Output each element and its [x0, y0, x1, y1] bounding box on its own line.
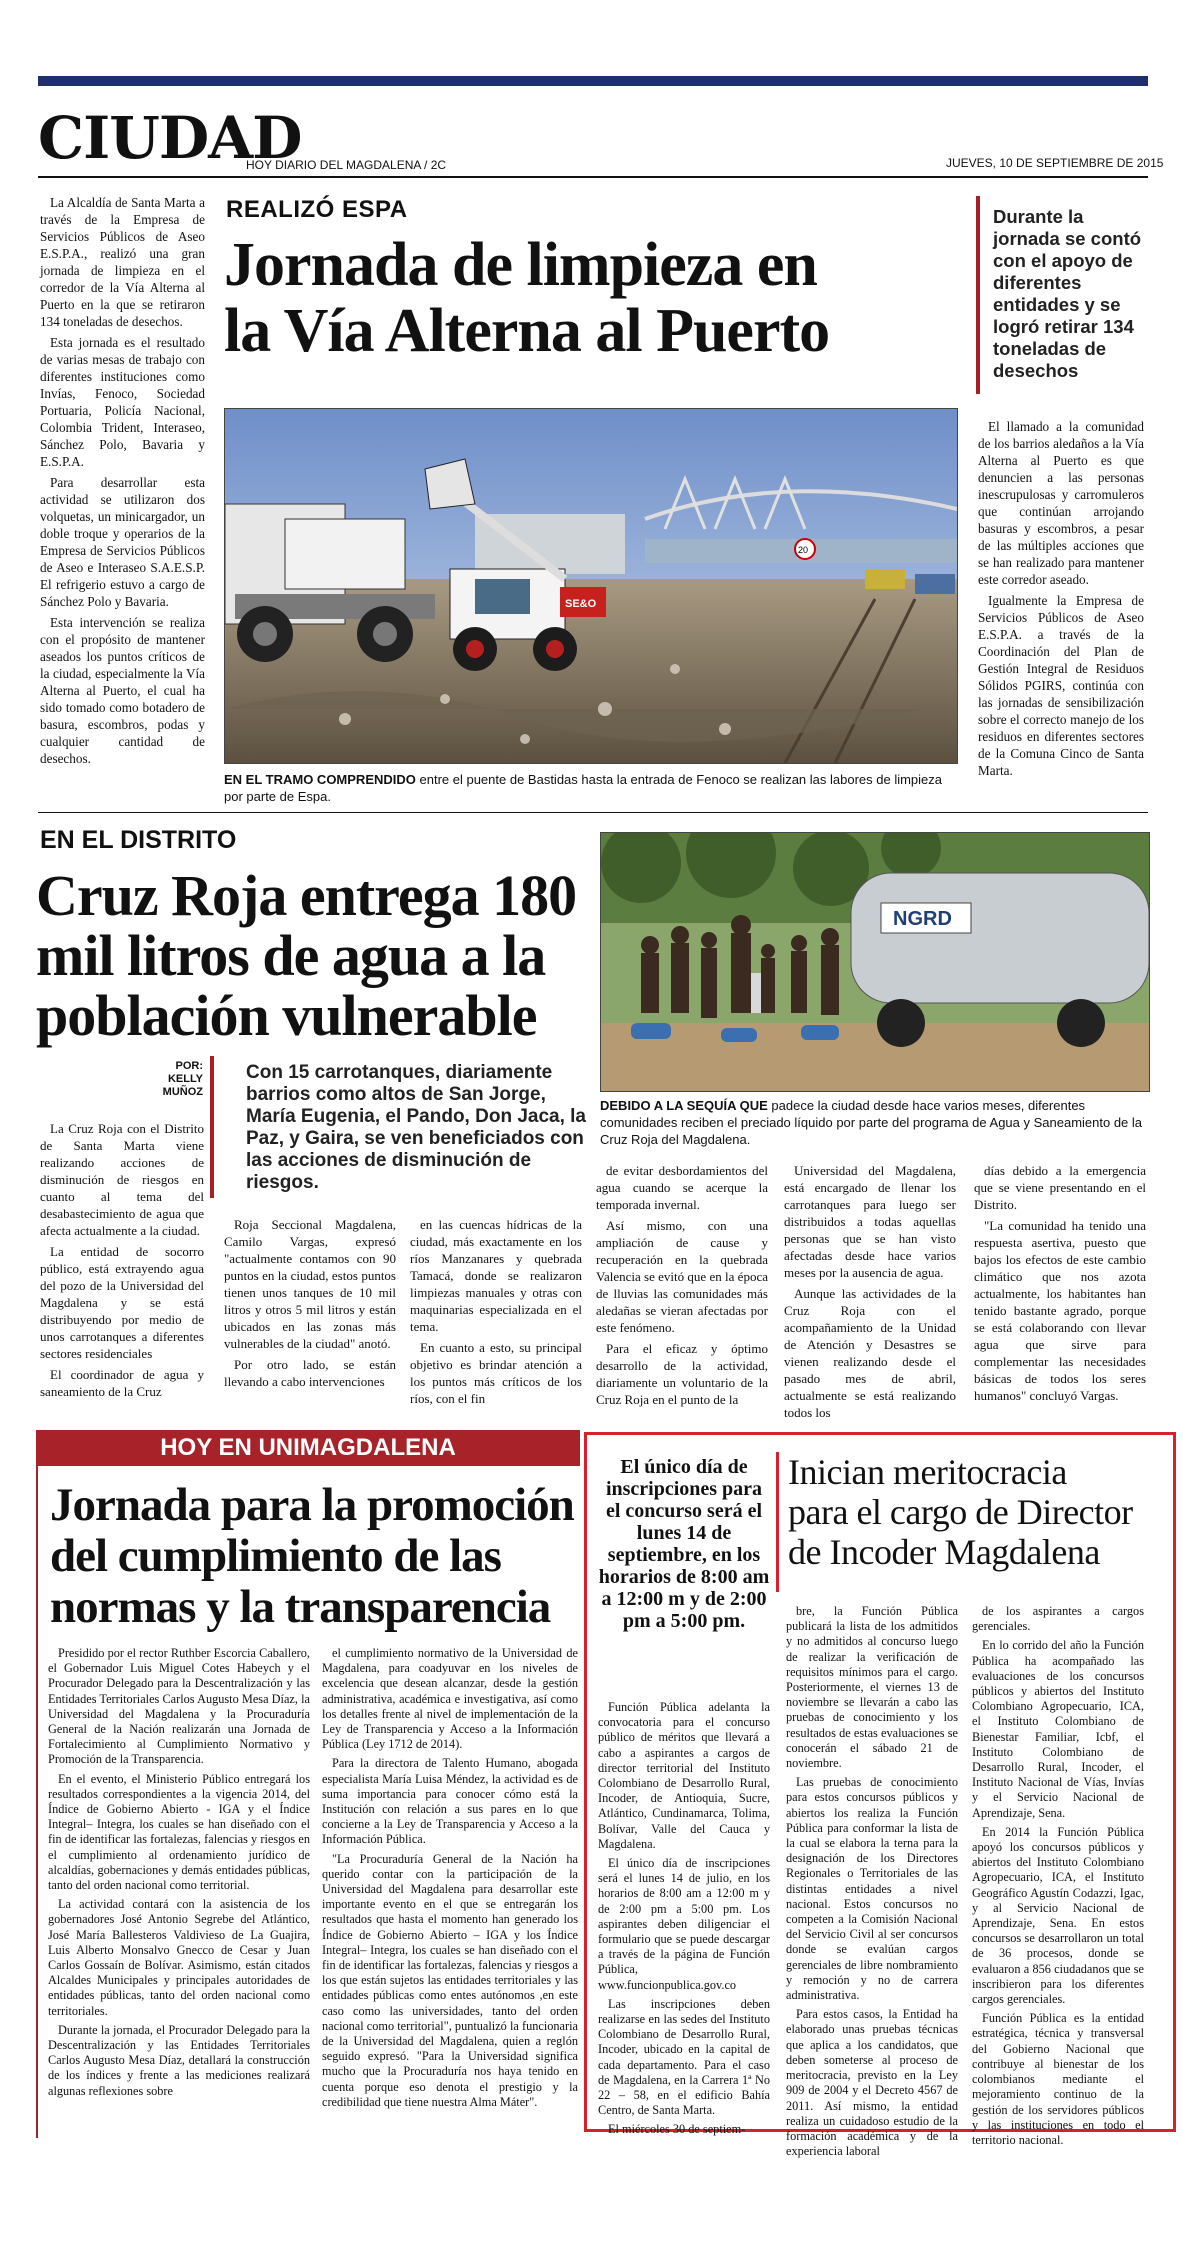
paragraph: En 2014 la Función Pública apoyó los concursos públicos y abiertos del Instituto Colombiano Agropecuario, ICA, el Instituto Geográfico Agustín Codazzi, Igac, y al Servicio Nacional de Aprendizaje, Sena. En estos concursos se desarrollaron un total de 36 procesos, donde se evaluaron a 856 ciudadanos que se inscribieron para los diferentes cargos gerenciales.	[972, 1824, 1144, 2007]
section-title: CIUDAD	[38, 104, 302, 172]
paragraph: Igualmente la Empresa de Servicios Públicos de Aseo E.S.P.A. a través de la Coordinación del Plan de Gestión Integral de Residuos Sólidos PGIRS, continúa con las jornadas de sensibilización sobre el correcto manejo de los residuos en diferentes sectores de la Comuna Cinco de Santa Marta.	[978, 593, 1144, 778]
section-rule	[38, 812, 1148, 813]
story2-column-3	[410, 1216, 582, 1411]
caption-lead: EN EL TRAMO COMPRENDIDO	[224, 772, 416, 787]
paragraph: Roja Seccional Magdalena, Camilo Vargas, expresó "actualmente contamos con 90 puntos en la ciudad, estos puntos tienen unos tanques de 10 mil litros y otros 5 mil litros y están ubicados en las zonas más vulnerables de la ciudad" anotó.	[224, 1217, 396, 1351]
headline-line: Jornada de limpieza en	[224, 231, 817, 299]
story2-caption	[600, 1097, 1148, 1148]
caption-lead: DEBIDO A LA SEQUÍA QUE	[600, 1098, 768, 1113]
story4-column-2	[786, 1604, 958, 2163]
cleanup-photo-graphic	[225, 409, 957, 763]
story2-column-4	[596, 1162, 768, 1412]
paragraph: de evitar desbordamientos del agua cuando se acerque la temporada invernal.	[596, 1163, 768, 1212]
headline-line: Jornada para la promoción	[50, 1479, 574, 1531]
paragraph: La entidad de socorro público, está extrayendo agua del pozo de la Universidad del Magdalena y se está distribuyendo por medio de unos carrotanques a diferentes sectores residenciales	[40, 1244, 204, 1361]
paragraph: En el evento, el Ministerio Público entregará los resultados correspondientes a la vigencia 2014, del Índice de Gobierno Abierto - IGA y el Índice Integral– Integra, los cuales se han diseñado con el fin de identificar las fortalezas, falencias y riesgos en el cumplimiento al ordenamiento jurídico de alcaldías, gobernaciones y demás entidades públicas, tanto del orden nacional como territorial.	[48, 1771, 310, 1893]
paragraph: Universidad del Magdalena, está encargado de llenar los carrotanques para luego ser distribuidos a todas aquellas personas que se han visto afectadas desde hace varios meses por la ausencia de agua.	[784, 1163, 956, 1280]
paragraph: Esta jornada es el resultado de varias mesas de trabajo con diferentes instituciones como Invías, Fenoco, Sociedad Portuaria, Policía Nacional, Colombia Trident, Interaseo, Sánchez Polo, Bavaria y E.S.P.A.	[40, 335, 205, 469]
paragraph: El miércoles 30 de septiem-	[608, 2122, 746, 2137]
paragraph: En cuanto a esto, su principal objetivo es brindar atención a los puntos más críticos de los ríos, con el fin	[410, 1340, 582, 1406]
unimagdalena-border	[36, 1466, 38, 2138]
truck-logo: NGRD	[893, 908, 952, 930]
story1-headline	[224, 232, 829, 364]
water-distribution-graphic	[601, 833, 1149, 1091]
top-color-bar	[38, 76, 1148, 86]
byline-label: POR:	[175, 1060, 203, 1072]
story1-right-column	[978, 418, 1144, 783]
paragraph: Para la directora de Talento Humano, abogada especialista María Luisa Méndez, la actividad es de suma importancia para conocer cómo está la Institución con relación a sus pares en lo que concierne a la Ley de Transparencia y Acceso a la Información Pública.	[322, 1756, 578, 1847]
story4-sidebar-quote: El único día de inscripciones para el concurso será el lunes 14 de septiembre, en los horarios de 8:00 am a 12:00 m y de 2:00 pm a 5:00 pm.	[598, 1456, 770, 1632]
story2-column-2	[224, 1216, 396, 1394]
masthead-rule	[38, 176, 1148, 178]
headline-line: población vulnerable	[36, 983, 537, 1048]
byline	[148, 1060, 203, 1099]
story2-column-1	[40, 1120, 204, 1404]
paragraph: Aunque las actividades de la Cruz Roja con el acompañamiento de la Unidad de Atención y Desastres se vienen realizando desde el pasado mes de abril, actualmente se está realizando todos los	[784, 1286, 956, 1420]
paragraph: días debido a la emergencia que se viene presentando en el Distrito.	[974, 1163, 1146, 1212]
paper-name: HOY DIARIO DEL MAGDALENA / 2C	[246, 158, 447, 172]
headline-line: normas y la transparencia	[50, 1581, 551, 1633]
water-distribution-photo	[600, 832, 1150, 1092]
speed-sign: 20	[798, 545, 809, 555]
story2-kicker: EN EL DISTRITO	[40, 826, 237, 854]
story2-deck: Con 15 carrotanques, diariamente barrios como altos de San Jorge, María Eugenia, el Pando, Don Jaca, la Paz, y Gaira, se ven beneficiados con las acciones de disminución de riesgos.	[246, 1062, 586, 1193]
headline-line: de Incoder Magdalena	[788, 1532, 1100, 1572]
paragraph: Durante la jornada, el Procurador Delegado para la Descentralización y las Entidades Territoriales Carlos Augusto Mesa Díaz, detallará la construcción de los índices y frente a las mediciones realizará algunas reflexiones sobre	[48, 2022, 310, 2098]
paragraph: "La Procuraduría General de la Nación ha querido contar con la participación de la Universidad del Magdalena para desarrollar este importante evento en el que se entregarán los resultados que hasta el momento han generado los Índice de Gobierno Abierto – IGA y los Índice Integral– Integra, los cuales se han diseñado con el fin de identificar las fortalezas, falencias y riesgos a los que están sujetos las entidades territoriales y las entidades públicas como entes autónomos ,en este caso como las universidades, tanto del orden nacional como territorial", puntualizó la funcionaria de la Universidad del Magdalena, quien a reglón seguido expresó. "Para la Universidad significa mucho que la Procuraduría nos haya tenido en cuenta porque eso denota el prestigio y la credibilidad que tiene nuestra Alma Máter".	[322, 1851, 578, 2109]
story2-column-6	[974, 1162, 1146, 1408]
cleanup-photo-sign: SE&O	[565, 598, 597, 610]
headline-line: para el cargo de Director	[788, 1492, 1133, 1532]
headline-line: Cruz Roja entrega 180	[36, 863, 577, 928]
paragraph: La Alcaldía de Santa Marta a través de la Empresa de Servicios Públicos de Aseo E.S.P.A., realizó una gran jornada de limpieza en el corredor de la Vía Alterna al Puerto en la que se retiraron 134 toneladas de desechos.	[40, 195, 205, 329]
byline-name: KELLY	[167, 1073, 203, 1085]
paragraph: Las pruebas de conocimiento para estos concursos públicos y abiertos los realiza la Función Pública para conformar la lista de la cual se elabora la terna para la designación de los Directores Regionales o Territoriales de las distintas entidades a nivel nacional. Estos concursos no competen a la Comisión Nacional del Servicio Civil al ser concursos donde se evalúan cargos gerenciales de libre nombramiento y remoción y no de carrera administrativa.	[786, 1775, 958, 2003]
caption-text: padece la ciudad desde hace varios meses, diferentes comunidades reciben el preciado líquido por parte del programa de Agua y Saneamiento de la Cruz Roja del Magdalena.	[600, 1098, 1143, 1147]
paragraph: El coordinador de agua y saneamiento de la Cruz	[40, 1367, 204, 1399]
paragraph: El llamado a la comunidad de los barrios aledaños a la Vía Alterna al Puerto es que denuncien a las personas inescrupulosas y carromuleros que continúan arrojando basuras y escombros, a pesar de las múltiples acciones que se han realizado para mantener este corredor aseado.	[978, 419, 1144, 587]
paragraph: Para el eficaz y óptimo desarrollo de la actividad, diariamente un voluntario de la Cruz Roja en el punto de la	[596, 1341, 768, 1407]
caption-text: entre el puente de Bastidas hasta la entrada de Fenoco se realizan las labores de limpieza por parte de Espa.	[224, 772, 942, 804]
story3-column-1	[48, 1646, 310, 2103]
unimagdalena-banner: HOY EN UNIMAGDALENA	[36, 1430, 580, 1466]
deck-bar	[210, 1056, 214, 1198]
paragraph: Las inscripciones deben realizarse en las sedes del Instituto Colombiano de Desarrollo Rural, Incoder, ubicado en la capital de cada departamento. Para el caso de Magdalena, en la Carrera 1ª No 22 – 58, en el edificio Bahía Centro, de Santa Marta.	[598, 1996, 770, 2118]
paragraph: Para estos casos, la Entidad ha elaborado unas pruebas técnicas que aplica a los candidatos, que deben someterse al proceso de meritocracia, previsto en la Ley 909 de 2004 y el Decreto 4567 de 2011. Así mismo, la entidad realiza un cuidadoso estudio de la formación académica y de la experiencia laboral	[786, 2007, 958, 2159]
paragraph: Esta intervención se realiza con el propósito de mantener aseados los puntos críticos de la ciudad, especialmente la Vía Alterna al Puerto, el cual ha sido tomado como botadero de basura, escombros, podas y cualquier cantidad de desechos.	[40, 615, 205, 766]
paragraph: Función Pública adelanta la convocatoria para el concurso público de méritos que llevará a cabo a aspirantes a cargos de director territorial del Instituto Colombiano de Desarrollo Rural, Incoder, de Antioquia, Sucre, Atlántico, Cundinamarca, Tolima, Bolívar, Valle del Cauca y Magdalena.	[598, 1700, 770, 1851]
pull-quote-bar	[976, 196, 980, 394]
paragraph: de los aspirantes a cargos gerenciales.	[972, 1604, 1144, 1634]
headline-line: la Vía Alterna al Puerto	[224, 297, 830, 365]
headline-line: del cumplimiento de las	[50, 1530, 501, 1582]
headline-bar	[776, 1452, 779, 1592]
paragraph: bre, la Función Pública publicará la lista de los admitidos y no admitidos al concurso luego de realizar la verificación de requisitos mínimos para el cargo. Posteriormente, el viernes 13 de noviembre se llevarán a cabo las pruebas de conocimiento y los resultados de estas evaluaciones se conocerán el sábado 21 de noviembre.	[786, 1604, 958, 1771]
byline-name: MUÑOZ	[162, 1086, 203, 1098]
story1-kicker: REALIZÓ ESPA	[226, 196, 408, 223]
story1-left-column	[40, 194, 205, 771]
story4-column-1	[598, 1700, 770, 2142]
paragraph: El único día de inscripciones será el lunes 14 de julio, en los horarios de 8:00 am a 12:00 m y de 2:00 pm a 5:00 pm. Los aspirantes deben diligenciar el formulario que se puede descargar a través de la página de Función Pública, www.funcionpublica.gov.co	[598, 1856, 770, 1992]
paragraph: Presidido por el rector Ruthber Escorcia Caballero, el Gobernador Luis Miguel Cotes Habeych y el Procurador Delegado para la Descentralización y las Entidades Territoriales Carlos Augusto Mesa Díaz, la Universidad del Magdalena y la Procuraduría General de la Nación realizarán una Jornada de Fortalecimiento al Cumplimiento Normativo y Promoción de la Transparencia.	[48, 1646, 310, 1767]
story2-column-5	[784, 1162, 956, 1425]
issue-date: JUEVES, 10 DE SEPTIEMBRE DE 2015	[946, 156, 1164, 170]
story4-column-3	[972, 1604, 1144, 2152]
paragraph: "La comunidad ha tenido una respuesta asertiva, puesto que bajos los efectos de este cambio climático que nos azota actualmente, los habitantes han tenido bastante agrado, porque se está colaborando con llevar agua que sirve para complementar las necesidades básicas de todos los seres humanos" concluyó Vargas.	[974, 1218, 1146, 1403]
paragraph: Función Pública es la entidad estratégica, técnica y transversal del Gobierno Nacional que contribuye al bienestar de los colombianos mediante el mejoramiento continuo de la gestión de los servidores públicos y las instituciones en todo el territorio nacional.	[972, 2011, 1144, 2147]
story3-column-2	[322, 1646, 578, 2114]
story1-pull-quote: Durante la jornada se contó con el apoyo de diferentes entidades y se logró retirar 134 toneladas de desechos	[993, 206, 1142, 381]
story2-headline	[36, 863, 577, 1048]
paragraph: En lo corrido del año la Función Pública ha acompañado las evaluaciones de los concursos públicos y abiertos del Instituto Colombiano Agropecuario, ICA, el Instituto Colombiano de Bienestar Familiar, Icbf, el Instituto Colombiano de Desarrollo Rural, Incoder, el Instituto Nacional de Vías, Invías y el Servicio Nacional de Aprendizaje, Sena.	[972, 1638, 1144, 1820]
headline-line: mil litros de agua a la	[36, 923, 546, 988]
story3-headline	[50, 1480, 574, 1633]
story1-caption	[224, 771, 958, 805]
paragraph: La Cruz Roja con el Distrito de Santa Marta viene realizando acciones de disminución de riesgos en cuanto al tema del desabastecimiento de agua que afecta actualmente a la ciudad.	[40, 1121, 204, 1238]
story4-headline	[788, 1452, 1133, 1572]
paragraph: Así mismo, con una ampliación de cause y recuperación en la quebrada Valencia se evitó que en la época de lluvias las comunidades más aledañas se vieran afectadas por este fenómeno.	[596, 1218, 768, 1335]
paragraph: en las cuencas hídricas de la ciudad, más exactamente en los ríos Manzanares y quebrada Tamacá, donde se realizaron limpiezas manuales y otras con maquinarias especializada en el tema.	[410, 1217, 582, 1334]
cleanup-photo	[224, 408, 958, 764]
headline-line: Inician meritocracia	[788, 1452, 1067, 1492]
paragraph: Por otro lado, se están llevando a cabo intervenciones	[224, 1357, 396, 1389]
paragraph: Para desarrollar esta actividad se utilizaron dos volquetas, un minicargador, un doble troque y operarios de la Empresa de Servicios Públicos de Aseo e Interaseo S.A.E.S.P. El refrigerio estuvo a cargo de Sánchez Polo y Bavaria.	[40, 475, 205, 609]
paragraph: el cumplimiento normativo de la Universidad de Magdalena, para coadyuvar en los niveles de excelencia que desean alcanzar, desde la gestión administrativa, académica e investigativa, así como los detalles frente al nivel de implementación de la Ley de Transparencia y Acceso a la Información Pública (Ley 1712 de 2014).	[322, 1646, 578, 1752]
paragraph: La actividad contará con la asistencia de los gobernadores José Antonio Segrebe del Atlántico, José María Ballesteros Valdivieso de La Guajira, Luis Alberto Monsalvo Gnecco de Cesar y Juan Carlos Gossaín de Bolívar. Asimismo, están citados Alcaldes Municipales y principales autoridades de entidades públicas, tanto del orden nacional como territoriales.	[48, 1897, 310, 2018]
